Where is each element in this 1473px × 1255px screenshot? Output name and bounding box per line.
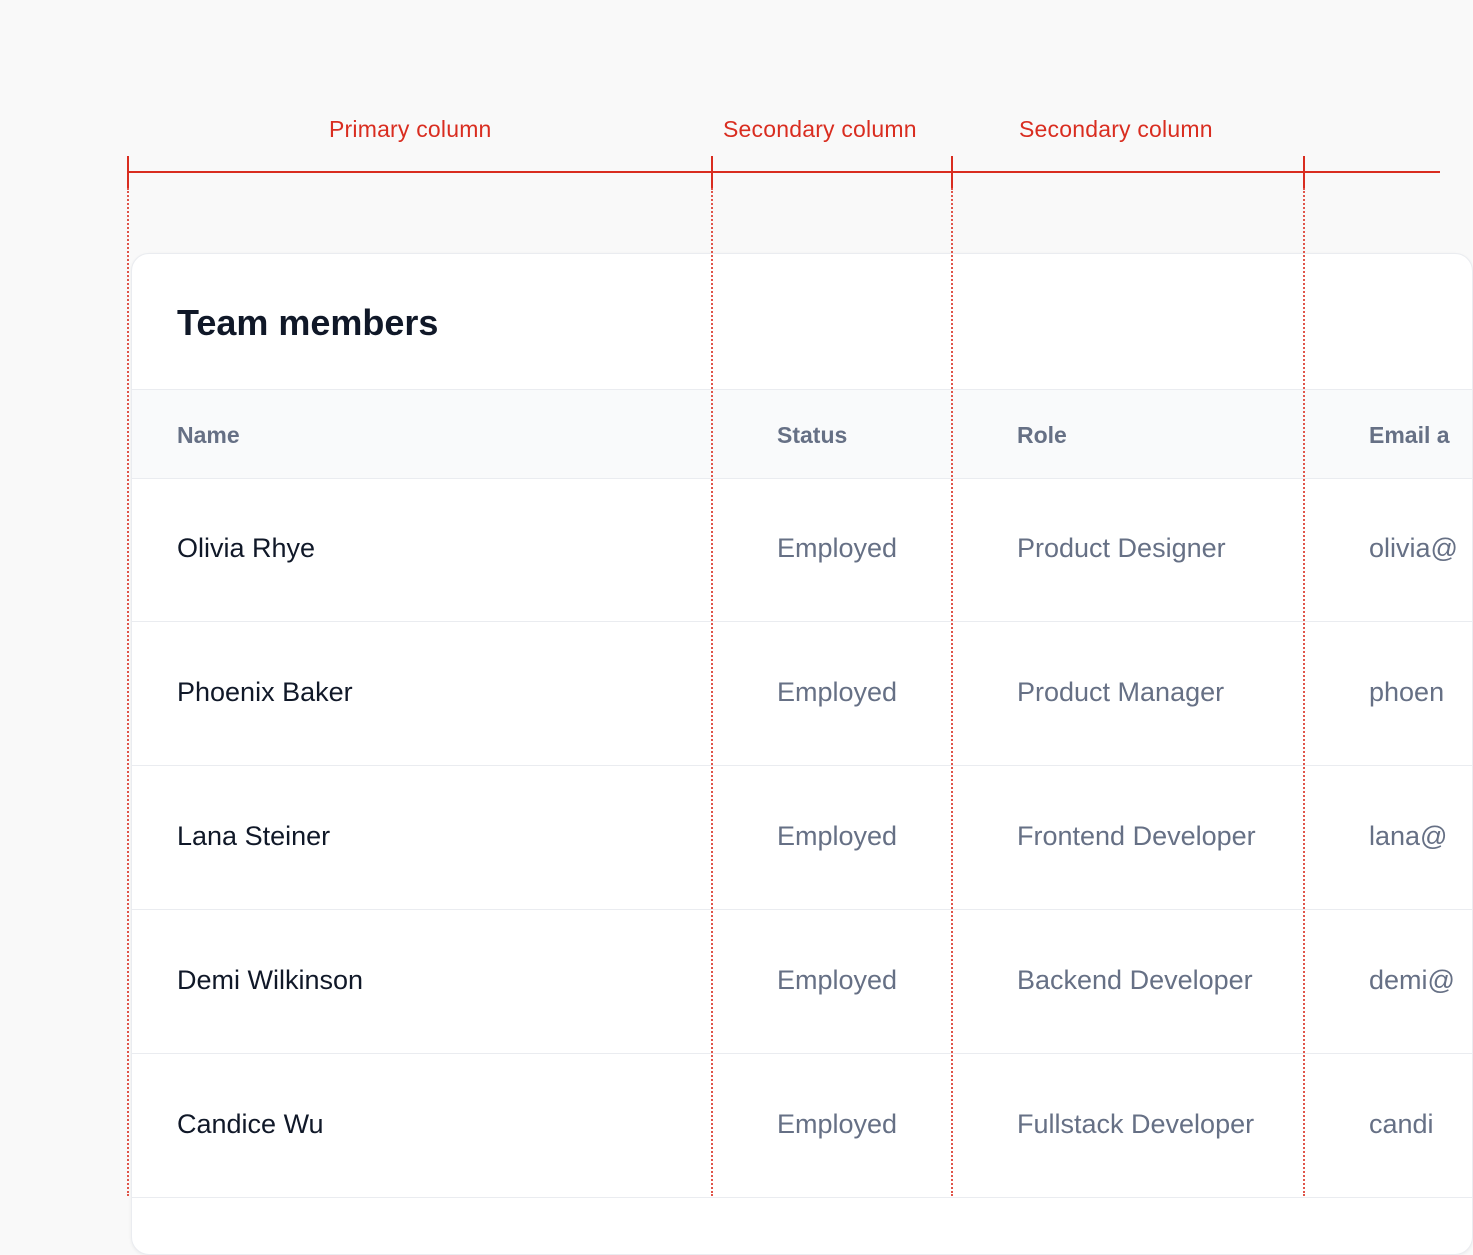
member-role: Backend Developer [1017,965,1253,995]
member-email: phoen [1369,677,1445,707]
column-guide [1303,188,1305,1196]
member-role: Product Manager [1017,677,1225,707]
secondary-column-label: Secondary column [723,116,917,142]
column-measure-line [128,171,1440,173]
column-guide [951,188,953,1196]
table-row[interactable] [132,478,1472,622]
member-name: Candice Wu [177,1109,324,1139]
column-boundary-tick [951,156,953,188]
table-row[interactable] [132,622,1472,766]
member-email: candi [1369,1109,1434,1139]
column-header-name[interactable]: Name [177,422,240,448]
column-guide [711,188,713,1196]
table-row[interactable] [132,910,1472,1054]
member-role: Frontend Developer [1017,821,1256,851]
member-role: Fullstack Developer [1017,1109,1255,1139]
table-row[interactable] [132,1054,1472,1198]
member-email: lana@ [1369,821,1448,851]
member-status: Employed [777,821,898,851]
column-header-role[interactable]: Role [1017,422,1067,448]
column-boundary-tick [127,156,129,188]
column-boundary-tick [1303,156,1305,188]
member-email: demi@ [1369,965,1455,995]
member-email: olivia@ [1369,533,1458,563]
table-header [132,389,1472,479]
column-guide [127,188,129,1196]
card-title: Team members [177,302,439,343]
team-members-card [131,253,1473,1255]
member-status: Employed [777,677,898,707]
member-name: Olivia Rhye [177,533,316,563]
member-name: Phoenix Baker [177,677,353,707]
member-status: Employed [777,965,898,995]
column-header-email[interactable]: Email a [1369,422,1450,448]
member-name: Lana Steiner [177,821,331,851]
column-header-status[interactable]: Status [777,422,848,448]
member-status: Employed [777,1109,898,1139]
table-row[interactable] [132,766,1472,910]
column-boundary-tick [711,156,713,188]
primary-column-label: Primary column [329,116,492,142]
member-name: Demi Wilkinson [177,965,364,995]
secondary-column-label: Secondary column [1019,116,1213,142]
member-status: Employed [777,533,898,563]
member-role: Product Designer [1017,533,1226,563]
